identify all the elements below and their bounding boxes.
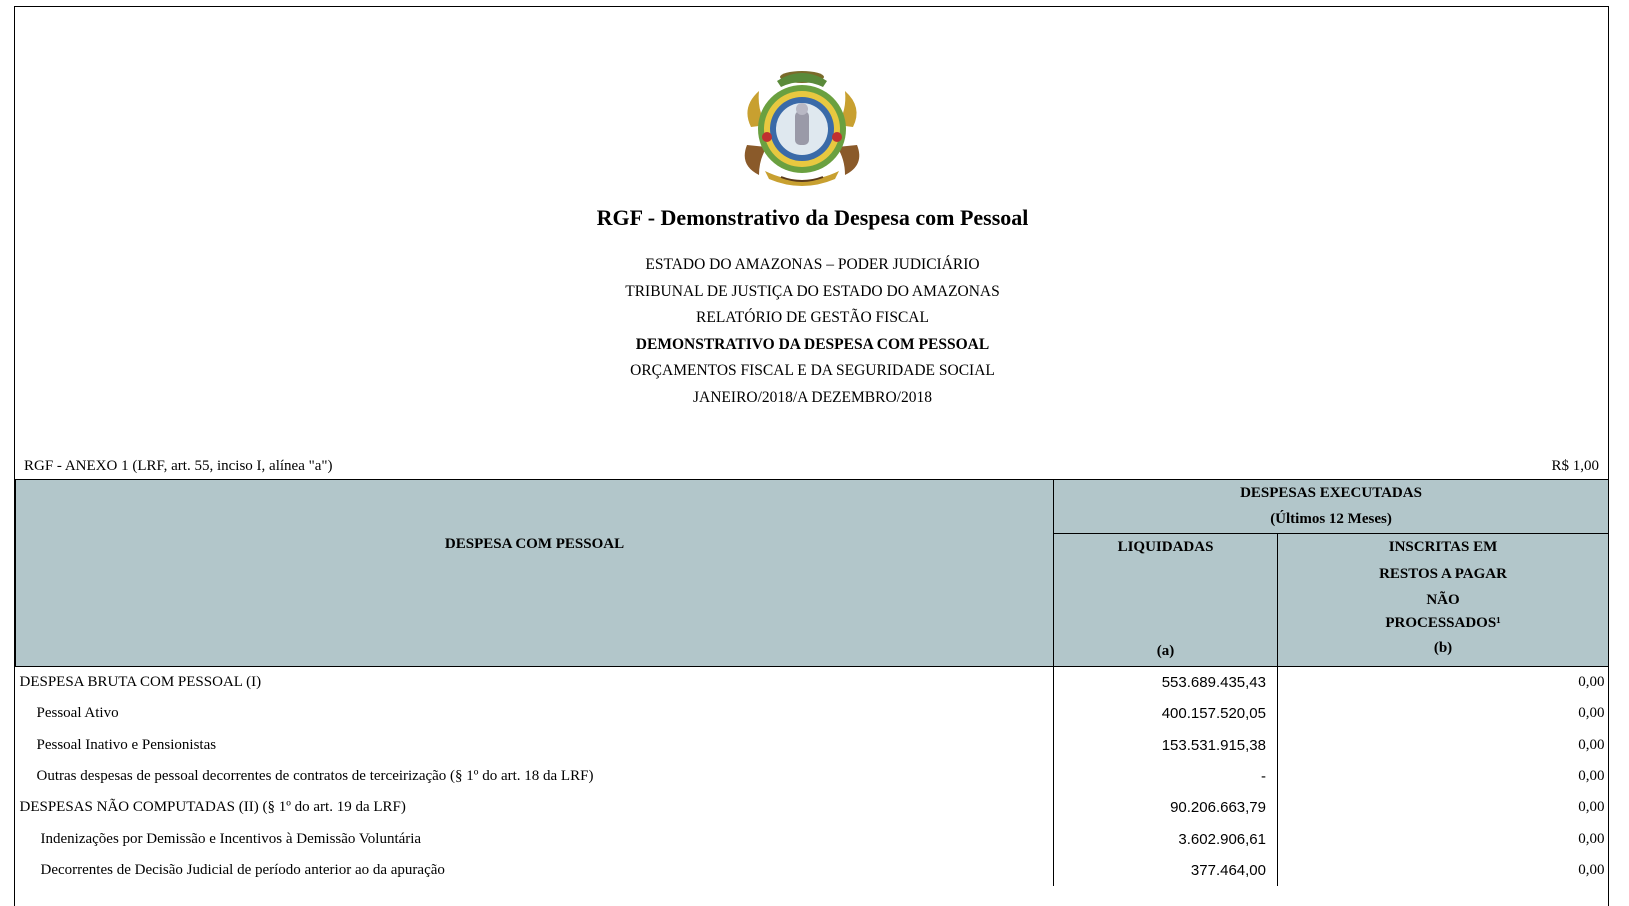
header-line-report: RELATÓRIO DE GESTÃO FISCAL xyxy=(696,309,929,326)
row-value-liquidadas: 90.206.663,79 xyxy=(1054,792,1278,823)
header-line-state: ESTADO DO AMAZONAS – PODER JUDICIÁRIO xyxy=(645,256,980,273)
header-line-budgets: ORÇAMENTOS FISCAL E DA SEGURIDADE SOCIAL xyxy=(630,362,995,379)
report-page xyxy=(14,6,1609,906)
row-label: DESPESAS NÃO COMPUTADAS (II) (§ 1º do art. 19 da LRF) xyxy=(19,799,406,816)
column-b-line-4: PROCESSADOS¹ xyxy=(1385,615,1501,631)
row-value-liquidadas: - xyxy=(1054,761,1278,792)
column-a-title: LIQUIDADAS xyxy=(1117,539,1214,555)
group-title: DESPESAS EXECUTADAS xyxy=(1240,485,1422,501)
currency-unit: R$ 1,00 xyxy=(1551,458,1599,474)
row-value-liquidadas: 377.464,00 xyxy=(1054,855,1278,886)
annex-reference: RGF - ANEXO 1 (LRF, art. 55, inciso I, alínea "a") xyxy=(24,458,333,474)
row-label: DESPESA BRUTA COM PESSOAL (I) xyxy=(19,674,262,691)
row-label: Indenizações por Demissão e Incentivos à Demissão Voluntária xyxy=(40,830,422,847)
column-header-restos-a-pagar xyxy=(1278,534,1609,667)
row-value-restos: 0,00 xyxy=(1278,792,1609,823)
table-row xyxy=(16,855,1609,886)
row-value-restos: 0,00 xyxy=(1278,698,1609,729)
table-row xyxy=(16,761,1609,792)
row-value-restos: 0,00 xyxy=(1278,855,1609,886)
personnel-expense-table xyxy=(15,479,1609,886)
row-value-liquidadas: 153.531.915,38 xyxy=(1054,730,1278,761)
document-title: RGF - Demonstrativo da Despesa com Pessoal xyxy=(596,205,1029,230)
table-row xyxy=(16,792,1609,823)
amazonas-coat-of-arms-icon xyxy=(737,67,867,189)
table-row xyxy=(16,698,1609,729)
group-subtitle: (Últimos 12 Meses) xyxy=(1270,511,1392,527)
row-label: Outras despesas de pessoal decorrentes de contratos de terceirização (§ 1º do art. 18 da LRF) xyxy=(36,768,594,785)
column-group-executed xyxy=(1054,480,1609,534)
column-b-line-2: RESTOS A PAGAR xyxy=(1379,566,1507,582)
column-header-expense: DESPESA COM PESSOAL xyxy=(16,480,1054,667)
column-b-line-1: INSCRITAS EM xyxy=(1388,539,1498,555)
row-value-restos: 0,00 xyxy=(1278,730,1609,761)
column-b-code: (b) xyxy=(1433,640,1453,656)
row-value-liquidadas: 3.602.906,61 xyxy=(1054,823,1278,854)
header-line-period: JANEIRO/2018/A DEZEMBRO/2018 xyxy=(693,389,932,406)
header-line-statement: DEMONSTRATIVO DA DESPESA COM PESSOAL xyxy=(635,336,990,353)
row-value-liquidadas: 553.689.435,43 xyxy=(1054,667,1278,699)
table-row xyxy=(16,823,1609,854)
table-row xyxy=(16,730,1609,761)
row-value-liquidadas: 400.157.520,05 xyxy=(1054,698,1278,729)
header-line-court: TRIBUNAL DE JUSTIÇA DO ESTADO DO AMAZONAS xyxy=(625,283,1000,300)
table-row xyxy=(16,667,1609,699)
row-value-restos: 0,00 xyxy=(1278,761,1609,792)
column-b-line-3: NÃO xyxy=(1426,592,1460,608)
row-label: Pessoal Inativo e Pensionistas xyxy=(36,736,217,753)
row-label: Decorrentes de Decisão Judicial de período anterior ao da apuração xyxy=(40,861,445,878)
row-value-restos: 0,00 xyxy=(1278,667,1609,699)
column-header-liquidadas xyxy=(1054,534,1278,667)
row-value-restos: 0,00 xyxy=(1278,823,1609,854)
row-label: Pessoal Ativo xyxy=(36,705,119,722)
column-a-code: (a) xyxy=(1156,643,1175,659)
